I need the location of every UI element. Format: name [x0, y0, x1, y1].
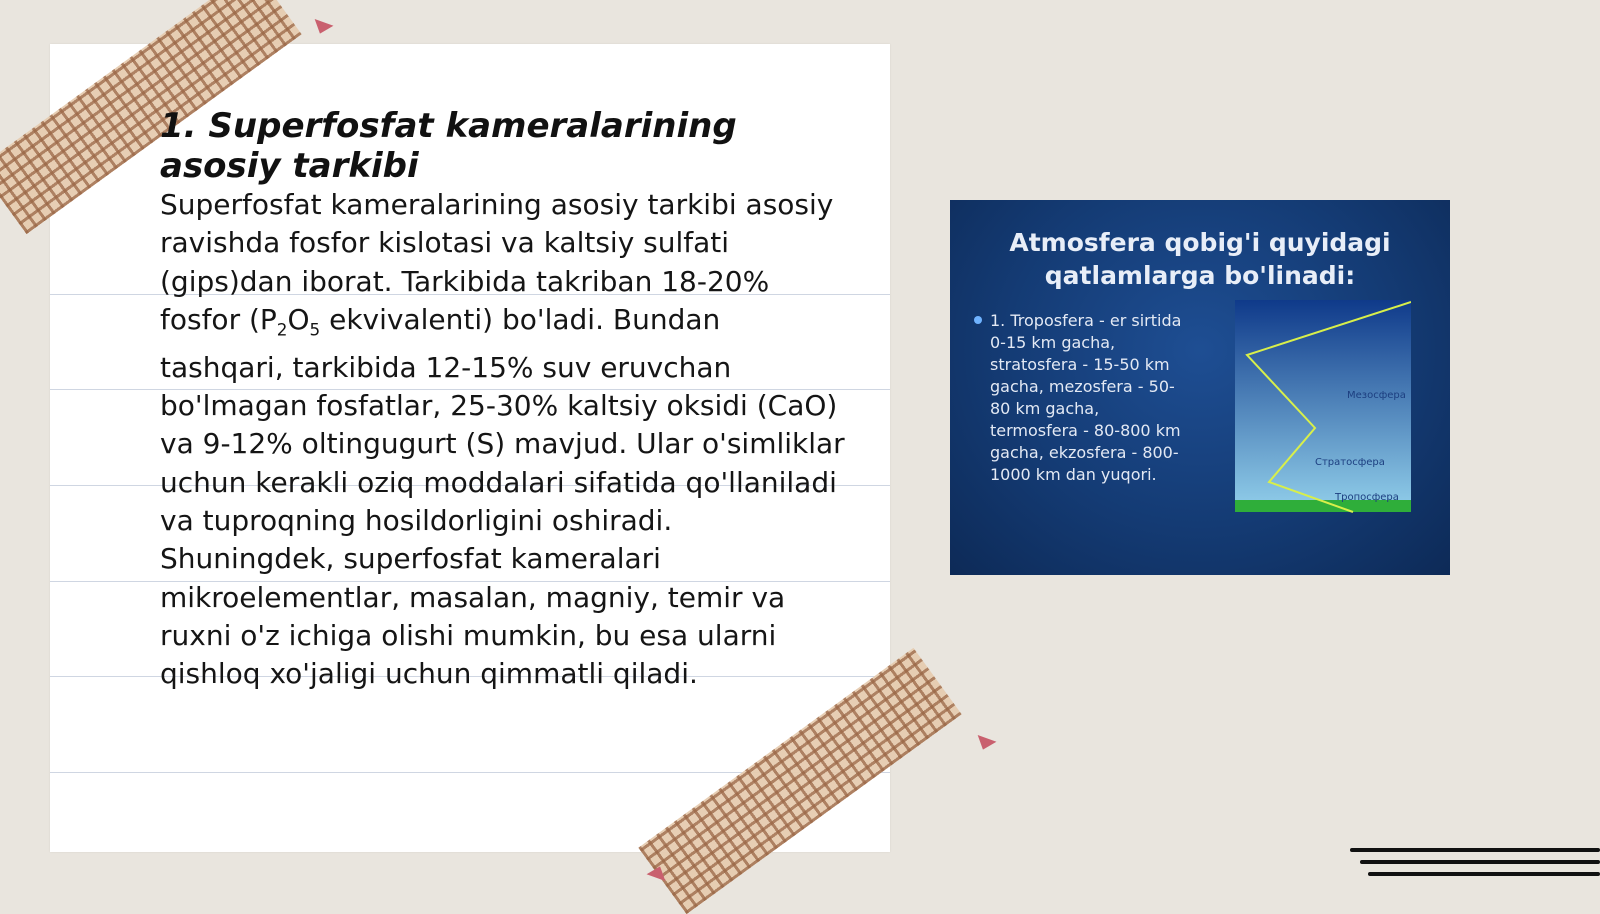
tape-pin-icon [974, 735, 997, 753]
bullet-icon [974, 316, 982, 324]
atmosphere-figure [950, 200, 1450, 575]
layer-label-troposphere: Тропосфера [1335, 492, 1399, 503]
decorative-stroke-lines [1350, 848, 1600, 888]
formula-subscript: 5 [309, 319, 321, 340]
formula-subscript: 2 [276, 319, 288, 340]
stroke-line [1350, 848, 1600, 852]
formula-element: O [287, 302, 310, 336]
stroke-line [1368, 872, 1600, 876]
body-text-part: ekvivalenti) bo'ladi. Bundan tashqari, tarkibida 12-15% suv eruvchan bo'lmagan fosfatlar, 25-30% kaltsiy oksidi (CaO) va 9-12% oltingugurt (S) mavjud. Ular o'simliklar uchun kerakli oziq moddalari sifatida qo'llaniladi va tuproqning hosildorligini oshiradi. Shuningdek, superfosfat kameralari mikroelementlar, masalan, magniy, temir va ruxni o'z ichiga olishi mumkin, bu esa ularni qishloq xo'jaligi uchun qimmatli qiladi. [160, 302, 845, 691]
atmosphere-layers-diagram [1235, 300, 1411, 518]
tape-pin-icon [311, 19, 334, 37]
slide-title: 1. Superfosfat kameralarining asosiy tarkibi [160, 106, 737, 186]
figure-title: Atmosfera qobig'i quyidagi qatlamlarga bo'linadi: [1009, 228, 1391, 290]
layer-label-stratosphere: Стратосфера [1315, 457, 1385, 468]
stroke-line [1360, 860, 1600, 864]
body-text-part: Superfosfat kameralarining asosiy tarkibi asosiy ravishda fosfor kislotasi va kaltsiy sulfati (gips)dan iborat. Tarkibida takriban 18-20% fosfor (P [160, 188, 834, 336]
slide-body-text [160, 186, 845, 693]
figure-bullet-text: 1. Troposfera - er sirtida 0-15 km gacha, stratosfera - 15-50 km gacha, mezosfera - 50-80 km gacha, termosfera - 80-800 km gacha, ekzosfera - 800-1000 km dan yuqori. [990, 311, 1182, 484]
layer-label-mesosphere: Мезосфера [1347, 390, 1406, 401]
